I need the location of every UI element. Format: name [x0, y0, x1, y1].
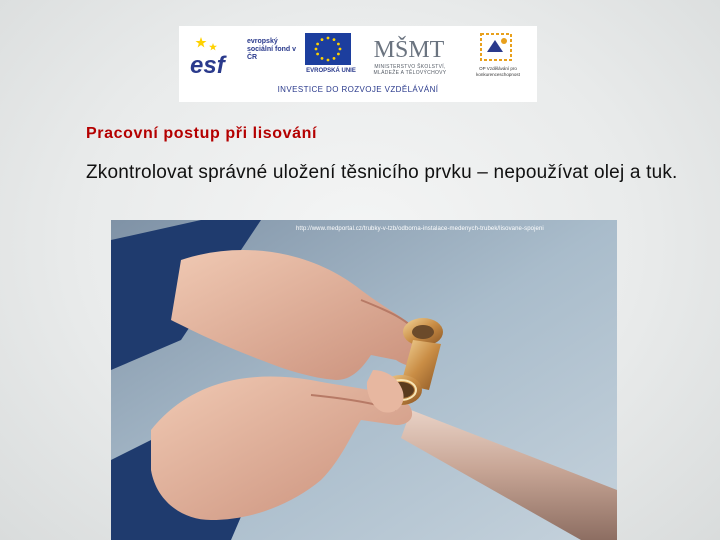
op-caption: OP Vzdělávání pro konkurenceschopnost: [476, 66, 520, 77]
slide-body-text: Zkontrolovat správné uložení těsnicího prvku – nepoužívat olej a tuk.: [86, 162, 678, 183]
msmt-mark-text: MŠMT: [373, 37, 445, 63]
esf-mark-text: esf: [190, 52, 225, 79]
eu-flag-icon: [305, 33, 351, 65]
op-logo: [473, 30, 519, 64]
esf-caption: evropský sociální fond v ČR: [247, 38, 297, 61]
ministry-caption: MINISTERSTVO ŠKOLSTVÍ, MLÁDEŽE A TĚLOVÝCHOVY: [373, 64, 447, 76]
eu-label: EVROPSKÁ UNIE: [306, 68, 356, 74]
slide-title: Pracovní postup při lisování: [86, 125, 318, 142]
logo-banner: [179, 26, 537, 102]
photo-illustration: [111, 220, 617, 540]
msmt-logo: [373, 31, 445, 63]
esf-logo: [189, 33, 245, 77]
banner-tagline: INVESTICE DO ROZVOJE VZDĚLÁVÁNÍ: [277, 85, 439, 94]
fitting-photo: [111, 220, 617, 540]
photo-source-url[interactable]: http://www.medportal.cz/trubky-v-tzb/odborna-instalace-medenych-trubek/lisovane-spojeni: [296, 226, 544, 232]
